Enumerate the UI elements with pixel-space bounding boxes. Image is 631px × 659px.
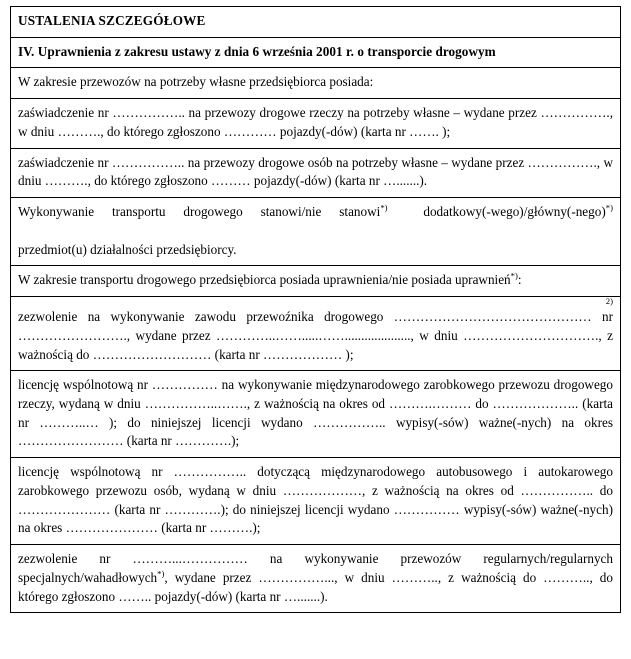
community-licence-goods-text: licencję wspólnotową nr …………… na wykonywanie międzynarodowego zarobkowego przewozu drogowego rzeczy, wydaną w dniu ……………..……., z ważnością na okres od ……….……… do ……………….. (karta nr ………..… ); do niniejszej licencji wydano …………….. wypisy(-sów) ważne(-nych) na okres …………………… (karta nr ………….); xyxy=(18,377,613,449)
table-row-intro-own-needs xyxy=(11,68,621,99)
table-row-section-heading xyxy=(11,37,621,68)
permissions-intro-line xyxy=(18,271,613,290)
asterisk-marker-regular: *) xyxy=(157,568,165,579)
permissions-intro-text: W zakresie transportu drogowego przedsiębiorca posiada uprawnienia/nie posiada uprawnień xyxy=(18,272,511,288)
asterisk-marker-activity-a: *) xyxy=(380,202,388,213)
table-row-profession-permit xyxy=(11,297,621,371)
section-heading: IV. Uprawnienia z zakresu ustawy z dnia 6 września 2001 r. o transporcie drogowym xyxy=(11,37,621,68)
community-licence-bus-text: licencję wspólnotową nr …………….. dotyczącą międzynarodowego autobusowego i autokarowego zarobkowego przewozu osób, wydaną w dniu ………………, z ważnością na okres od …………….. do ………………… (karta nr ………….); do niniejszej licencji wydano …………… wypisy(-sów) ważne(-nych) na okres ………………… (karta nr ……….); xyxy=(18,464,613,536)
regular-transport-permit-text xyxy=(18,550,613,606)
certificate-persons-text: zaświadczenie nr …………….. na przewozy drogowe osób na potrzeby własne – wydane przez ……………., w dniu ………., do którego zgłoszono ……… pojazdy(-dów) (karta nr ….......). xyxy=(18,154,613,189)
intro-own-needs-cell xyxy=(11,68,621,99)
regular-transport-permit-text-b: , wydane przez ……………..., w dniu ……….., z ważnością do ……….., do którego zgłoszono …….. pojazdy(-dów) (karta nr ….......). xyxy=(18,569,613,604)
community-licence-bus-cell xyxy=(11,458,621,545)
certificate-goods-cell xyxy=(11,99,621,148)
table-row-community-licence-goods xyxy=(11,371,621,458)
permissions-intro-colon: : xyxy=(517,272,522,288)
permissions-intro-cell xyxy=(11,266,621,297)
table-row-certificate-goods xyxy=(11,99,621,148)
asterisk-marker-permissions: *) xyxy=(510,270,518,281)
intro-own-needs-text: W zakresie przewozów na potrzeby własne przedsiębiorca posiada: xyxy=(18,74,374,90)
activity-scope-text-a: Wykonywanie transportu drogowego stanowi/nie stanowi xyxy=(18,204,381,220)
activity-scope-line-2: przedmiot(u) działalności przedsiębiorcy. xyxy=(18,241,237,257)
table-row-activity-scope xyxy=(11,198,621,266)
footnote-marker-two: 2) xyxy=(605,296,613,307)
activity-scope-cell xyxy=(11,198,621,266)
certificate-goods-text: zaświadczenie nr …………….. na przewozy drogowe rzeczy na potrzeby własne – wydane przez ……………., w dniu ………., do którego zgłoszono ………… pojazdy(-dów) (karta nr ……. ); xyxy=(18,105,613,139)
form-table xyxy=(10,6,621,613)
regular-transport-permit-text-a: zezwolenie nr ………...…………… na wykonywanie przewozów regularnych/regularnych specjalnych/wahadłowych xyxy=(18,551,613,585)
table-row-permissions-intro xyxy=(11,266,621,297)
regular-transport-permit-cell xyxy=(11,545,621,613)
table-row-title xyxy=(11,7,621,38)
table-row-community-licence-bus xyxy=(11,458,621,545)
activity-scope-text-b: dodatkowy(-wego)/główny(-nego) xyxy=(423,204,606,220)
asterisk-marker-activity-b: *) xyxy=(605,202,613,213)
table-row-certificate-persons xyxy=(11,148,621,197)
community-licence-goods-cell xyxy=(11,371,621,458)
activity-scope-line-1 xyxy=(18,203,613,240)
profession-permit-cell xyxy=(11,297,621,371)
certificate-persons-cell xyxy=(11,148,621,197)
profession-permit-text: zezwolenie na wykonywanie zawodu przewoźnika drogowego ……………………………………… nr ……………………., wydane przez …………..…….....……...................., w dniu …………………………., z ważnością do ……………………… (karta nr ……………… ); xyxy=(18,309,613,362)
page-title: USTALENIA SZCZEGÓŁOWE xyxy=(11,7,621,38)
table-row-regular-transport-permit xyxy=(11,545,621,613)
